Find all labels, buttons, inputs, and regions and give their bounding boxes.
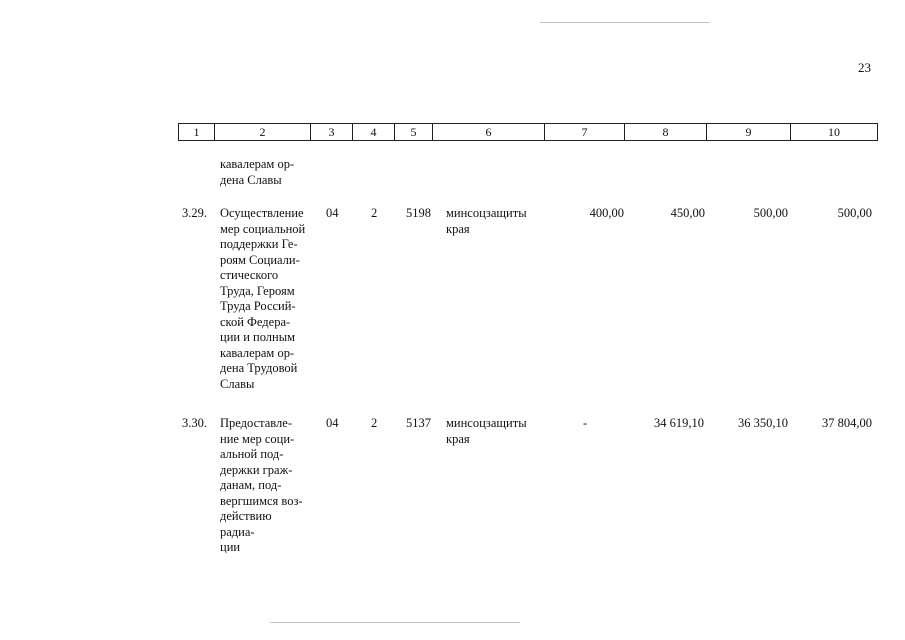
row-number: 3.29. [182,206,207,220]
header-col-8: 8 [624,124,706,140]
header-col-2: 2 [214,124,310,140]
row-col-10: 500,00 [837,206,872,220]
header-col-1: 1 [178,124,214,140]
row-description: Предоставле- ние мер соци- альной под- держки граж- данам, под- вергшимся воз- действию радиа- ции [220,416,303,554]
header-col-9: 9 [706,124,790,140]
row-description: Осуществление мер социальной поддержки Ге- роям Социали- стического Труда, Героям Труда Россий- ской Федера- ции и полным кавалерам ор- дена Трудовой Славы [220,206,306,391]
row-col-9: 500,00 [753,206,788,220]
row-col-9: 36 350,10 [738,416,788,430]
scan-artifact-top [540,22,710,23]
scan-artifact-bottom [270,622,520,623]
row-col-7: 400,00 [589,206,624,220]
row-col-5: 5137 [406,416,431,430]
header-col-3: 3 [310,124,352,140]
row-executor: минсоцзащиты края [446,206,527,236]
row-col-5: 5198 [406,206,431,220]
continuation-text: кавалерам ор- дена Славы [220,157,295,187]
row-number: 3.30. [182,416,207,430]
row-col-8: 34 619,10 [654,416,704,430]
header-col-6: 6 [432,124,544,140]
row-col-7: - [583,416,588,430]
row-col-4: 2 [371,416,378,430]
table-header-row [178,123,878,141]
header-col-10: 10 [790,124,878,140]
row-col-3: 04 [326,416,339,430]
header-col-4: 4 [352,124,394,140]
header-col-5: 5 [394,124,432,140]
row-col-3: 04 [326,206,339,220]
row-col-8: 450,00 [670,206,705,220]
page-number: 23 [858,60,871,75]
row-col-10: 37 804,00 [822,416,872,430]
row-col-4: 2 [371,206,378,220]
header-col-7: 7 [544,124,624,140]
row-executor: минсоцзащиты края [446,416,527,446]
